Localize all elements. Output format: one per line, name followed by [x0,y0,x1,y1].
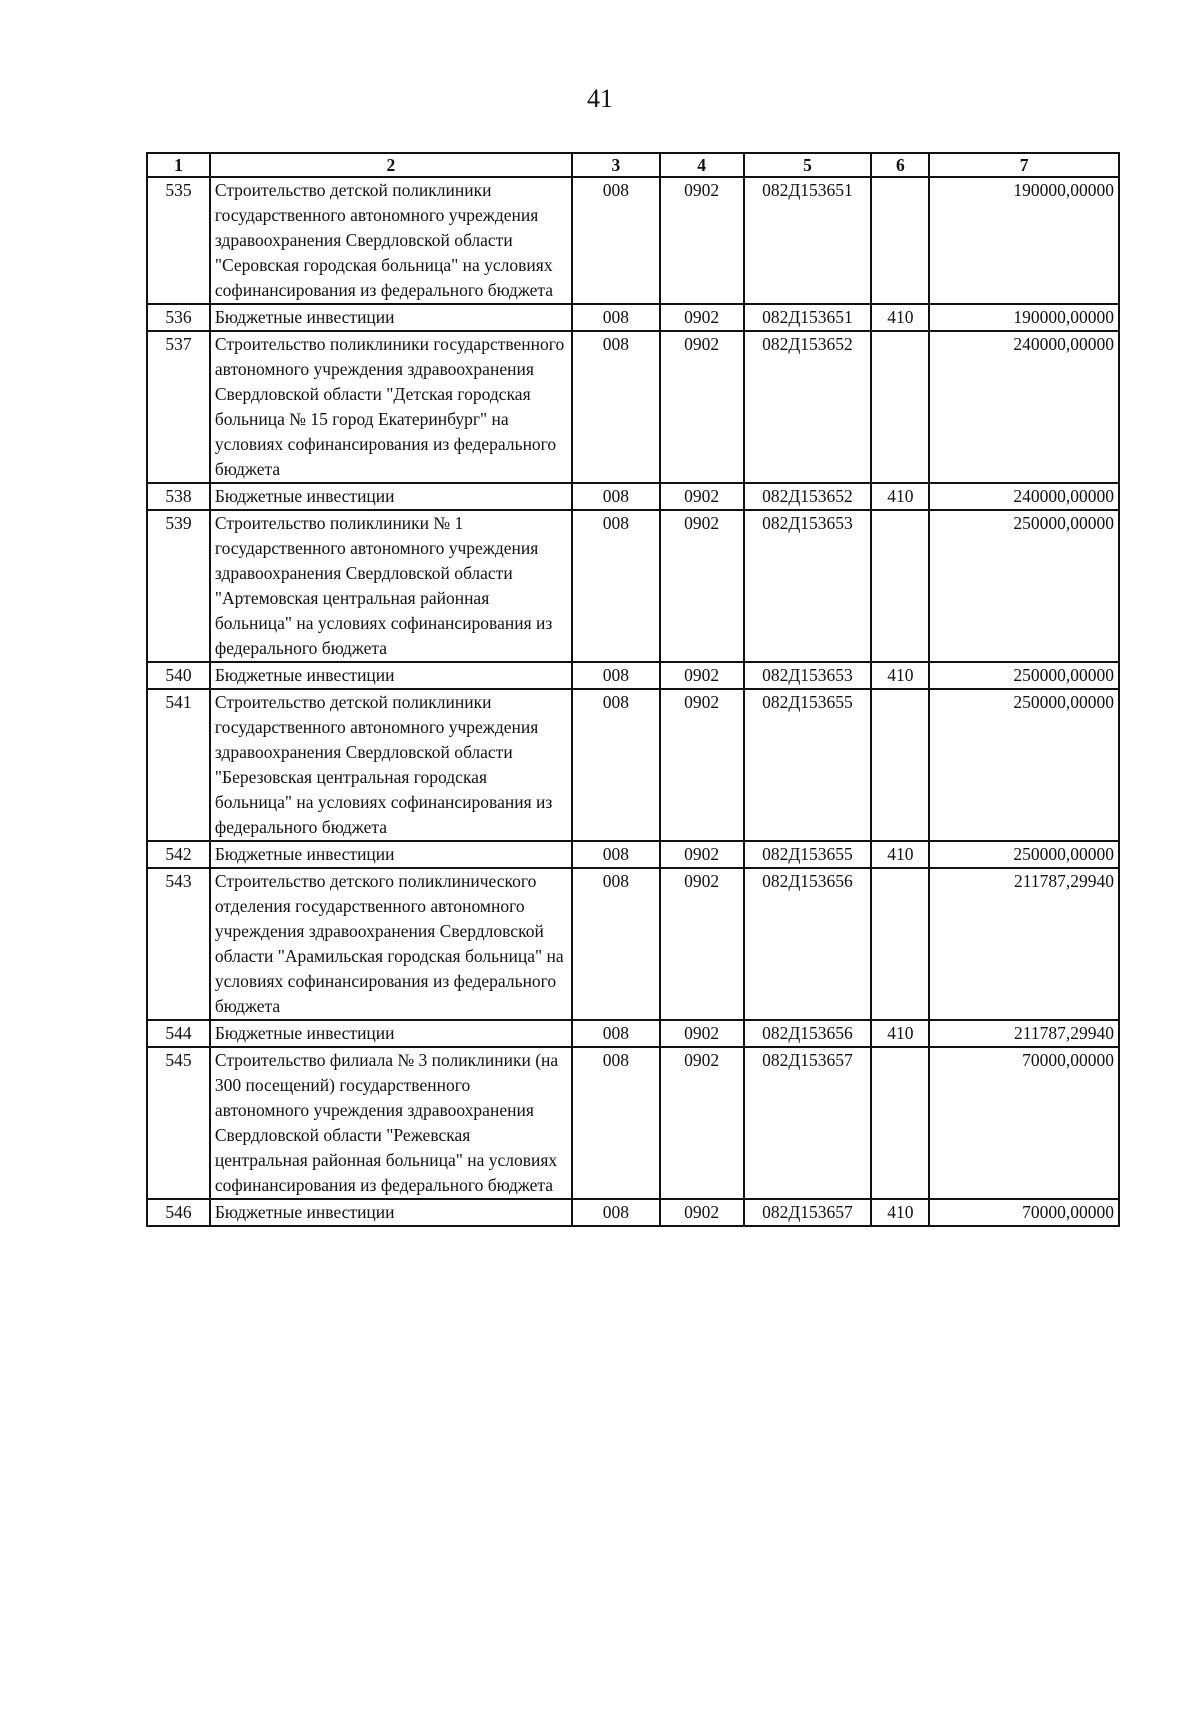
column-4-cell: 0902 [660,662,744,689]
table-row [147,689,1119,841]
column-6-cell [871,510,929,662]
column-header: 4 [660,153,744,177]
row-name-cell: Строительство детского поликлинического отделения государственного автономного учреждения здравоохранения Свердловской области "Арамильская городская больница" на условиях софинансирования из федерального бюджета [210,868,572,1020]
table-row [147,483,1119,510]
row-number-cell: 542 [147,841,210,868]
amount-cell: 211787,29940 [929,1020,1119,1047]
column-5-cell: 082Д153657 [744,1047,872,1199]
column-header: 3 [572,153,660,177]
row-number-cell: 539 [147,510,210,662]
column-4-cell: 0902 [660,304,744,331]
column-5-cell: 082Д153656 [744,868,872,1020]
column-header: 1 [147,153,210,177]
row-number-cell: 546 [147,1199,210,1226]
column-6-cell [871,331,929,483]
column-6-cell: 410 [871,841,929,868]
table-row [147,331,1119,483]
column-3-cell: 008 [572,483,660,510]
row-name-cell: Строительство филиала № 3 поликлиники (на 300 посещений) государственного автономного учреждения здравоохранения Свердловской области "Режевская центральная районная больница" на условиях софинансирования из федерального бюджета [210,1047,572,1199]
column-3-cell: 008 [572,662,660,689]
column-6-cell: 410 [871,662,929,689]
column-6-cell [871,1047,929,1199]
row-number-cell: 541 [147,689,210,841]
column-5-cell: 082Д153652 [744,331,872,483]
column-3-cell: 008 [572,331,660,483]
column-6-cell: 410 [871,483,929,510]
column-5-cell: 082Д153655 [744,841,872,868]
row-name-cell: Строительство детской поликлиники государственного автономного учреждения здравоохранения Свердловской области "Березовская центральная городская больница" на условиях софинансирования из федерального бюджета [210,689,572,841]
column-6-cell: 410 [871,1199,929,1226]
row-name-cell: Бюджетные инвестиции [210,841,572,868]
amount-cell: 70000,00000 [929,1199,1119,1226]
table-row [147,1020,1119,1047]
page-number: 41 [587,84,613,113]
column-3-cell: 008 [572,510,660,662]
row-number-cell: 538 [147,483,210,510]
column-3-cell: 008 [572,868,660,1020]
column-3-cell: 008 [572,177,660,304]
table-row [147,304,1119,331]
column-4-cell: 0902 [660,331,744,483]
column-4-cell: 0902 [660,1020,744,1047]
row-number-cell: 536 [147,304,210,331]
amount-cell: 250000,00000 [929,689,1119,841]
column-5-cell: 082Д153653 [744,510,872,662]
column-3-cell: 008 [572,1199,660,1226]
column-4-cell: 0902 [660,510,744,662]
amount-cell: 240000,00000 [929,483,1119,510]
column-5-cell: 082Д153656 [744,1020,872,1047]
table-body [147,177,1119,1226]
column-header: 2 [210,153,572,177]
column-3-cell: 008 [572,841,660,868]
amount-cell: 190000,00000 [929,177,1119,304]
row-number-cell: 535 [147,177,210,304]
table-row [147,510,1119,662]
column-6-cell: 410 [871,304,929,331]
row-number-cell: 545 [147,1047,210,1199]
column-5-cell: 082Д153657 [744,1199,872,1226]
row-name-cell: Строительство детской поликлиники государственного автономного учреждения здравоохранения Свердловской области "Серовская городская больница" на условиях софинансирования из федерального бюджета [210,177,572,304]
amount-cell: 250000,00000 [929,662,1119,689]
column-6-cell [871,689,929,841]
column-4-cell: 0902 [660,689,744,841]
amount-cell: 211787,29940 [929,868,1119,1020]
row-number-cell: 537 [147,331,210,483]
column-4-cell: 0902 [660,1047,744,1199]
column-5-cell: 082Д153652 [744,483,872,510]
table-row [147,177,1119,304]
column-4-cell: 0902 [660,868,744,1020]
table-header-row [147,153,1119,177]
column-3-cell: 008 [572,689,660,841]
row-number-cell: 544 [147,1020,210,1047]
row-name-cell: Бюджетные инвестиции [210,662,572,689]
column-4-cell: 0902 [660,841,744,868]
column-4-cell: 0902 [660,177,744,304]
column-6-cell: 410 [871,1020,929,1047]
table-row [147,662,1119,689]
column-3-cell: 008 [572,304,660,331]
column-header: 7 [929,153,1119,177]
row-name-cell: Бюджетные инвестиции [210,304,572,331]
amount-cell: 250000,00000 [929,841,1119,868]
column-6-cell [871,868,929,1020]
column-3-cell: 008 [572,1047,660,1199]
amount-cell: 70000,00000 [929,1047,1119,1199]
row-name-cell: Бюджетные инвестиции [210,1199,572,1226]
row-number-cell: 540 [147,662,210,689]
column-5-cell: 082Д153651 [744,177,872,304]
table-row [147,841,1119,868]
row-number-cell: 543 [147,868,210,1020]
column-4-cell: 0902 [660,483,744,510]
table-row [147,868,1119,1020]
amount-cell: 240000,00000 [929,331,1119,483]
table-row [147,1047,1119,1199]
column-3-cell: 008 [572,1020,660,1047]
budget-table [146,152,1120,1227]
column-4-cell: 0902 [660,1199,744,1226]
amount-cell: 190000,00000 [929,304,1119,331]
column-header: 5 [744,153,872,177]
column-5-cell: 082Д153653 [744,662,872,689]
column-5-cell: 082Д153655 [744,689,872,841]
row-name-cell: Строительство поликлиники № 1 государственного автономного учреждения здравоохранения Свердловской области "Артемовская центральная районная больница" на условиях софинансирования из федерального бюджета [210,510,572,662]
row-name-cell: Бюджетные инвестиции [210,483,572,510]
column-header: 6 [871,153,929,177]
amount-cell: 250000,00000 [929,510,1119,662]
column-5-cell: 082Д153651 [744,304,872,331]
row-name-cell: Строительство поликлиники государственного автономного учреждения здравоохранения Свердловской области "Детская городская больница № 15 город Екатеринбург" на условиях софинансирования из федерального бюджета [210,331,572,483]
table-row [147,1199,1119,1226]
column-6-cell [871,177,929,304]
row-name-cell: Бюджетные инвестиции [210,1020,572,1047]
